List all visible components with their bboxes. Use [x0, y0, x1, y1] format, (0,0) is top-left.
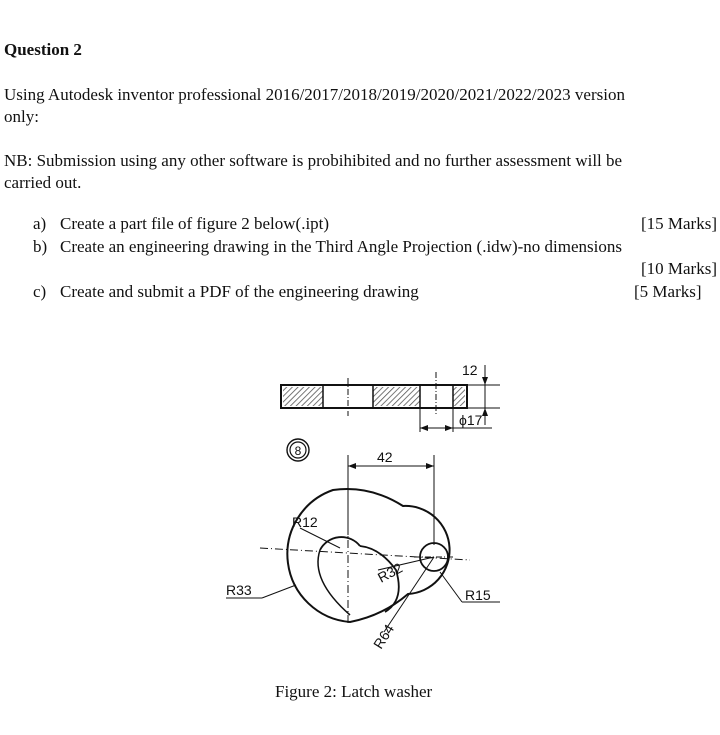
software-requirement-line1: Using Autodesk inventor professional 2016/2017/2018/2019/2020/2021/2022/2023 version [4, 85, 625, 104]
nb-note-line1: NB: Submission using any other software is probihibited and no further assessment will be [4, 151, 623, 170]
section-hatch-left [283, 387, 323, 406]
thickness-label: 12 [462, 362, 478, 378]
r15-label: R15 [465, 587, 491, 603]
r12-label: R12 [292, 514, 318, 530]
center-distance-label: 42 [377, 449, 393, 465]
hole-diameter-label: ϕ17 [459, 412, 483, 428]
r64-label: R64 [369, 621, 398, 652]
task-a-marks: [15 Marks] [640, 214, 717, 233]
question-title: Question 2 [4, 40, 82, 59]
washer-outline [287, 489, 449, 622]
arrowhead [420, 425, 428, 431]
item-number-balloon [287, 439, 309, 461]
task-a-letter: a) [33, 214, 47, 233]
arrowhead [482, 377, 488, 385]
task-b-letter: b) [33, 237, 48, 256]
section-hatch-right [453, 387, 465, 406]
task-c-text: Create and submit a PDF of the engineering drawing [60, 282, 419, 301]
arrowhead [445, 425, 453, 431]
inner-arc [320, 537, 360, 550]
section-view [281, 362, 500, 432]
r33-label: R33 [226, 582, 252, 598]
section-hatch-middle [373, 387, 420, 406]
figure-caption: Figure 2: Latch washer [275, 682, 433, 701]
task-b-text: Create an engineering drawing in the Third Angle Projection (.idw)-no dimensions [60, 237, 622, 256]
item-number: 8 [294, 444, 302, 458]
leader-r33 [262, 585, 296, 598]
task-a-text: Create a part file of figure 2 below(.ipt) [60, 214, 330, 233]
sweep-arc [318, 550, 350, 615]
task-c-marks: [5 Marks] [634, 282, 702, 301]
nb-note-line2: carried out. [4, 173, 82, 192]
center-line [260, 548, 470, 560]
arrowhead [348, 463, 356, 469]
leader-r15 [440, 572, 462, 602]
software-requirement-line2: only: [4, 107, 39, 126]
r32-label: R32 [374, 559, 406, 586]
arrowhead [482, 408, 488, 416]
task-b-marks: [10 Marks] [640, 259, 717, 278]
arrowhead [426, 463, 434, 469]
plan-view [226, 449, 500, 652]
task-c-letter: c) [33, 282, 47, 301]
